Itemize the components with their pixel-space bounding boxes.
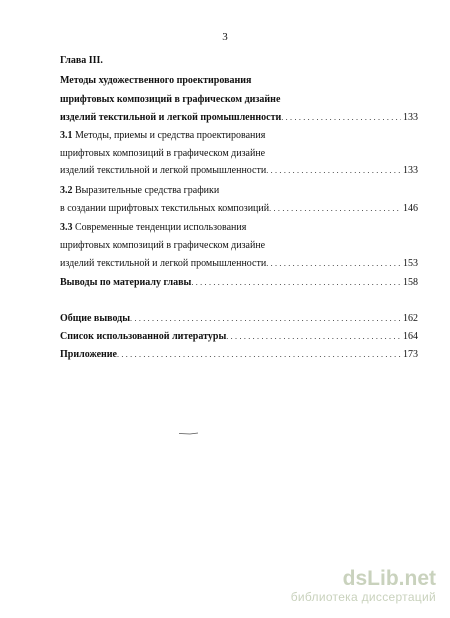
section-line bbox=[60, 130, 265, 142]
section-title-line: Выразительные средства графики bbox=[75, 185, 220, 196]
chapter-conclusions-label: Выводы по материалу главы bbox=[60, 277, 192, 288]
leader-dots bbox=[117, 349, 401, 361]
back-matter-entry bbox=[60, 331, 418, 343]
page-ref: 173 bbox=[403, 349, 418, 360]
page-ref: 146 bbox=[403, 203, 418, 214]
page-ref: 153 bbox=[403, 258, 418, 269]
watermark bbox=[291, 568, 436, 604]
back-matter-entry bbox=[60, 313, 418, 325]
section-title-line: изделий текстильной и легкой промышленности bbox=[60, 258, 267, 269]
section-title-line: Современные тенденции использования bbox=[75, 222, 247, 233]
chapter-heading-line: шрифтовых композиций в графическом дизайне bbox=[60, 94, 281, 105]
leader-dots bbox=[130, 313, 401, 325]
section-title-line: в создании шрифтовых текстильных композиций bbox=[60, 203, 270, 214]
chapter-heading-entry bbox=[60, 112, 418, 124]
section-entry bbox=[60, 203, 418, 215]
page-number: 3 bbox=[222, 31, 228, 43]
back-matter-entry bbox=[60, 349, 418, 361]
back-matter-label: Общие выводы bbox=[60, 313, 131, 324]
watermark-subtitle: библиотека диссертаций bbox=[290, 590, 436, 604]
page-ref: 158 bbox=[403, 277, 418, 288]
leader-dots bbox=[281, 112, 401, 124]
page-ref: 133 bbox=[403, 165, 418, 176]
chapter-heading-line: изделий текстильной и легкой промышленности bbox=[60, 112, 282, 123]
leader-dots bbox=[266, 258, 401, 270]
chapter-heading-line: Методы художественного проектирования bbox=[60, 75, 252, 86]
section-title-line: шрифтовых композиций в графическом дизайне bbox=[60, 148, 266, 159]
section-number: 3.2 bbox=[60, 185, 73, 196]
section-line bbox=[60, 185, 219, 197]
leader-dots bbox=[226, 331, 401, 343]
back-matter-label: Список использованной литературы bbox=[60, 331, 227, 342]
section-number: 3.3 bbox=[60, 222, 73, 233]
section-entry bbox=[60, 258, 418, 270]
page-ref: 133 bbox=[403, 112, 418, 123]
leader-dots bbox=[191, 277, 401, 289]
chapter-conclusions-entry bbox=[60, 277, 418, 289]
leader-dots bbox=[266, 165, 401, 177]
section-title-line: шрифтовых композиций в графическом дизайне bbox=[60, 240, 266, 251]
page-ref: 164 bbox=[403, 331, 418, 342]
page-ref: 162 bbox=[403, 313, 418, 324]
watermark-logo: dsLib.net bbox=[342, 567, 436, 590]
section-entry bbox=[60, 165, 418, 177]
leader-dots bbox=[269, 203, 401, 215]
section-title-line: изделий текстильной и легкой промышленности bbox=[60, 165, 267, 176]
pen-mark bbox=[178, 432, 200, 435]
section-number: 3.1 bbox=[60, 130, 73, 141]
chapter-title: Глава III. bbox=[60, 55, 103, 66]
back-matter-label: Приложение bbox=[60, 349, 117, 360]
section-title-line: Методы, приемы и средства проектирования bbox=[75, 130, 266, 141]
section-line bbox=[60, 222, 246, 234]
